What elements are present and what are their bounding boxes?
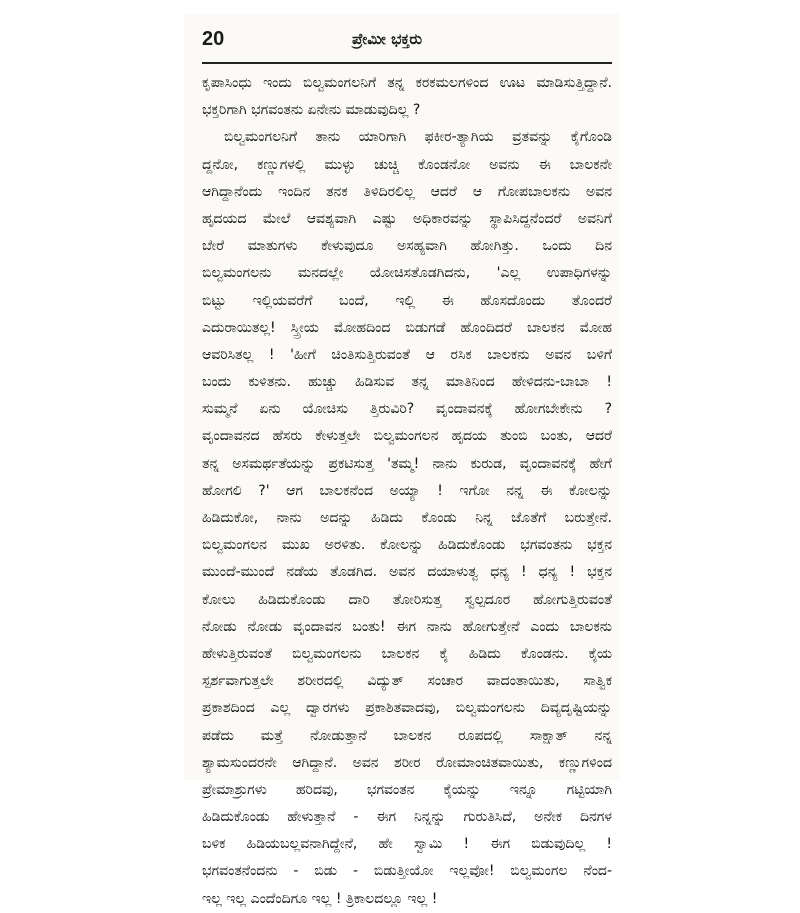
book-page — [184, 14, 620, 907]
text-line: ಇಲ್ಲ ಇಲ್ಲ ಎಂದೆಂದಿಗೂ ಇಲ್ಲ ! ತ್ರಿಕಾಲದಲ್ಲೂ ಇಲ್ಲ ! — [202, 890, 438, 907]
text-line: ವೃಂದಾವನದ ಹೆಸರು ಕೇಳುತ್ತಲೇ ಬಿಲ್ವಮಂಗಲನ ಹೃದಯ ತುಂಬಿ ಬಂತು, ಆದರೆ — [202, 428, 612, 445]
text-line: ಬಂದು ಕುಳಿತನು. ಹುಚ್ಚು ಹಿಡಿಸುವ ತನ್ನ ಮಾತಿನಿಂದ ಹೇಳಿದನು-ಬಾಬಾ ! — [202, 374, 612, 391]
header-rule — [202, 62, 612, 64]
page-header — [202, 28, 612, 58]
text-line: ಪಡೆದು ಮತ್ತೆ ನೋಡುತ್ತಾನೆ ಬಾಲಕನ ರೂಪದಲ್ಲಿ ಸಾಕ್ಷಾತ್ ನನ್ನ — [202, 727, 612, 744]
page-number: 20 — [202, 28, 225, 50]
text-line: ಬೇರೆ ಮಾತುಗಳು ಕೇಳುವುದೂ ಅಸಹ್ಯವಾಗಿ ಹೋಗಿತ್ತು. ಒಂದು ದಿನ — [202, 238, 612, 255]
text-line: ಹಿಡಿದುಕೊಂಡು ಹೇಳುತ್ತಾನೆ - ಈಗ ನಿನ್ನನ್ನು ಗುರುತಿಸಿದೆ, ಅನೇಕ ದಿನಗಳ — [202, 809, 612, 826]
text-line: ಮುಂದೆ-ಮುಂದೆ ನಡೆಯ ತೊಡಗಿದ. ಅವನ ದಯಾಳುತ್ವ ಧನ್ಯ ! ಧನ್ಯ ! ಭಕ್ತನ — [202, 564, 612, 581]
text-line: ಬಳಿಕ ಹಿಡಿಯಬಲ್ಲವನಾಗಿದ್ದೇನೆ, ಹೇ ಸ್ವಾಮಿ ! ಈಗ ಬಿಡುವುದಿಲ್ಲ ! — [202, 836, 612, 853]
running-title: ಪ್ರೇಮೀ ಭಕ್ತರು — [352, 30, 423, 48]
text-line: ಸ್ಪರ್ಶವಾಗುತ್ತಲೇ ಶರೀರದಲ್ಲಿ ವಿದ್ಯುತ್ ಸಂಚಾರ ವಾದಂತಾಯಿತು, ಸಾತ್ವಿಕ — [202, 673, 612, 690]
text-line: ಬಿಲ್ವಮಂಗಲನಿಗೆ ತಾನು ಯಾರಿಗಾಗಿ ಫಕೀರ-ತ್ಯಾಗಿಯ ವ್ರತವನ್ನು ಕೈಗೊಂಡಿ — [224, 129, 612, 146]
text-line: ಭಗವಂತನೆಂದನು - ಬಿಡು - ಬಿಡುತ್ತೀಯೋ ಇಲ್ಲವೋ! ಬಿಲ್ವಮಂಗಲ ನೆಂದ- — [202, 863, 612, 880]
text-line: ತನ್ನ ಅಸಮರ್ಥತೆಯನ್ನು ಪ್ರಕಟಿಸುತ್ತ 'ತಮ್ಮ! ನಾನು ಕುರುಡ, ವೃಂದಾವನಕ್ಕೆ ಹೇಗೆ — [202, 455, 612, 472]
text-line: ದ್ದನೋ, ಕಣ್ಣುಗಳಲ್ಲಿ ಮುಳ್ಳು ಚುಚ್ಚಿ ಕೊಂಡನೋ ಅವನು ಈ ಬಾಲಕನೇ — [202, 156, 612, 173]
text-line: ಬಿಲ್ವಮಂಗಲನ ಮುಖ ಅರಳಿತು. ಕೋಲನ್ನು ಹಿಡಿದುಕೊಂಡು ಭಗವಂತನು ಭಕ್ತನ — [202, 537, 612, 554]
text-line: ಹೃದಯದ ಮೇಲೆ ಆವಶ್ಯವಾಗಿ ಎಷ್ಟು ಅಧಿಕಾರವನ್ನು ಸ್ಥಾಪಿಸಿದ್ದನೆಂದರೆ ಅವನಿಗೆ — [202, 210, 612, 227]
text-line: ಭಕ್ತರಿಗಾಗಿ ಭಗವಂತನು ಏನೇನು ಮಾಡುವುದಿಲ್ಲ ? — [202, 102, 421, 119]
body-text — [202, 70, 612, 913]
text-line: ಹೇಳುತ್ತಿರುವಂತೆ ಬಿಲ್ವಮಂಗಲನು ಬಾಲಕನ ಕೈ ಹಿಡಿದು ಕೊಂಡನು. ಕೈಯ — [202, 645, 612, 662]
text-line: ಸುಮ್ಮನೆ ಏನು ಯೋಚಿಸು ತ್ತಿರುವಿರಿ? ವೃಂದಾವನಕ್ಕೆ ಹೋಗಬೇಕೇನು ? — [202, 401, 612, 418]
text-line: ಹೋಗಲಿ ?' ಆಗ ಬಾಲಕನೆಂದ ಅಯ್ಯಾ ! ಇಗೋ ನನ್ನ ಈ ಕೋಲನ್ನು — [202, 482, 612, 499]
text-line: ಆವರಿಸಿತಲ್ಲ ! 'ಹೀಗೆ ಚಿಂತಿಸುತ್ತಿರುವಂತೆ ಆ ರಸಿಕ ಬಾಲಕನು ಅವನ ಬಳಿಗೆ — [202, 346, 612, 363]
text-line: ನೋಡು ನೋಡು ವೃಂದಾವನ ಬಂತು! ಈಗ ನಾನು ಹೋಗುತ್ತೇನೆ ಎಂದು ಬಾಲಕನು — [202, 618, 612, 635]
text-line: ಬಿಲ್ವಮಂಗಲನು ಮನದಲ್ಲೇ ಯೋಚಿಸತೊಡಗಿದನು, 'ಎಲ್ಲ ಉಪಾಧಿಗಳನ್ನು — [202, 265, 612, 282]
text-line: ಹಿಡಿದುಕೋ, ನಾನು ಅದನ್ನು ಹಿಡಿದು ಕೊಂಡು ನಿನ್ನ ಜೊತೆಗೆ ಬರುತ್ತೇನೆ. — [202, 510, 612, 526]
text-line: ಪ್ರೇಮಾಶ್ರುಗಳು ಹರಿದವು, ಭಗವಂತನ ಕೈಯನ್ನು ಇನ್ನೂ ಗಟ್ಟಿಯಾಗಿ — [202, 781, 612, 798]
text-line: ಶ್ಯಾಮಸುಂದರನೇ ಆಗಿದ್ದಾನೆ. ಅವನ ಶರೀರ ರೋಮಾಂಚಿತವಾಯಿತು, ಕಣ್ಣುಗಳಿಂದ — [202, 754, 612, 771]
text-line: ಪ್ರಕಾಶದಿಂದ ಎಲ್ಲ ದ್ವಾರಗಳು ಪ್ರಕಾಶಿತವಾದವು, ಬಿಲ್ವಮಂಗಲನು ದಿವ್ಯದೃಷ್ಟಿಯನ್ನು — [202, 700, 612, 717]
text-line: ಆಗಿದ್ದಾನೆಂದು ಇಂದಿನ ತನಕ ತಿಳಿದಿರಲಿಲ್ಲ ಆದರೆ ಆ ಗೋಪಬಾಲಕನು ಅವನ — [202, 183, 612, 200]
text-line: ಕೃಪಾಸಿಂಧು ಇಂದು ಬಿಲ್ವಮಂಗಲನಿಗೆ ತನ್ನ ಕರಕಮಲಗಳಿಂದ ಊಟ ಮಾಡಿಸುತ್ತಿದ್ದಾನೆ. — [202, 75, 612, 91]
text-line: ಕೋಲು ಹಿಡಿದುಕೊಂಡು ದಾರಿ ತೋರಿಸುತ್ತ ಸ್ವಲ್ಪದೂರ ಹೋಗುತ್ತಿರುವಂತೆ — [202, 591, 612, 608]
text-line: ಎದುರಾಯಿತಲ್ಲ! ಸ್ತ್ರೀಯ ಮೋಹದಿಂದ ಬಿಡುಗಡೆ ಹೊಂದಿದರೆ ಬಾಲಕನ ಮೋಹ — [202, 319, 612, 336]
text-line: ಬಿಟ್ಟು ಇಲ್ಲಿಯವರೆಗೆ ಬಂದೆ, ಇಲ್ಲಿ ಈ ಹೊಸದೊಂದು ತೊಂದರೆ — [202, 292, 612, 309]
